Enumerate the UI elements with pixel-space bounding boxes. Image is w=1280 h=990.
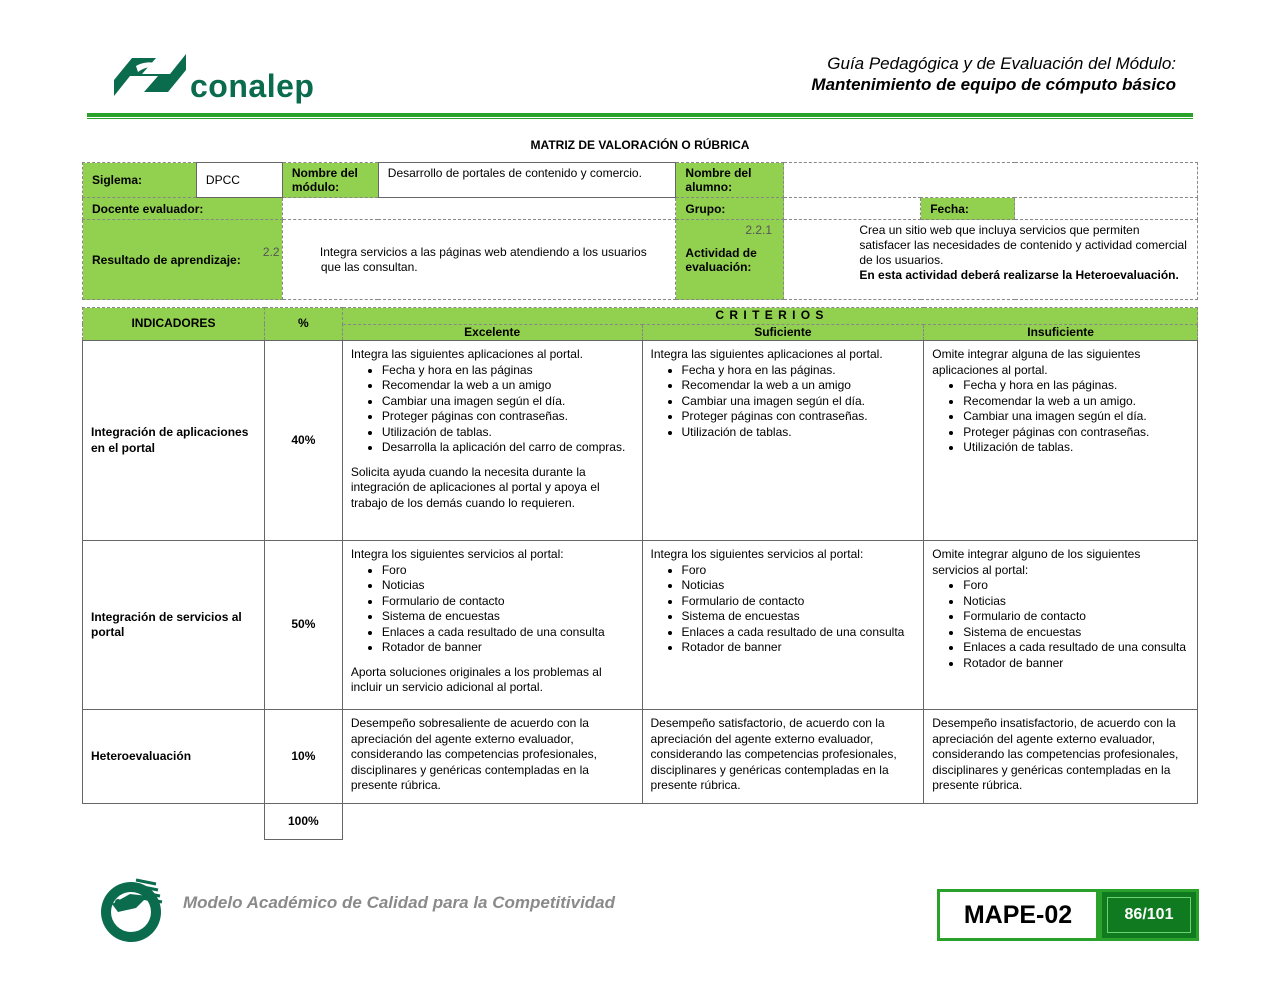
criterio-suficiente <box>642 341 924 541</box>
list-item: • Enlaces a cada resultado de una consulta <box>382 625 634 641</box>
list-item: • Rotador de banner <box>963 656 1189 672</box>
table-row <box>83 341 1198 541</box>
info-table <box>82 162 1198 300</box>
col-criterios: C R I T E R I O S <box>342 308 1197 325</box>
criterio-intro: Omite integrar alguno de los siguientes servicios al portal: <box>932 547 1141 577</box>
spacer <box>342 804 1197 840</box>
list-item: • Formulario de contacto <box>382 594 634 610</box>
list-item: • Recomendar la web a un amigo. <box>963 394 1189 410</box>
document-code: MAPE-02 <box>937 889 1099 941</box>
list-item: • Noticias <box>382 578 634 594</box>
criterio-intro: Integra los siguientes servicios al portal: <box>650 547 864 561</box>
criterio-insuficiente <box>924 541 1198 710</box>
list-item: • Cambiar una imagen según el día. <box>963 409 1189 425</box>
indicador-heteroevaluacion: Heteroevaluación <box>83 710 265 804</box>
modulo-label: Nombre del módulo: <box>282 163 378 198</box>
list-item: • Recomendar la web a un amigo <box>682 378 916 394</box>
total-row <box>83 804 1198 840</box>
col-indicadores: INDICADORES <box>83 308 265 341</box>
table-row <box>83 710 1198 804</box>
list-item: • Proteger páginas con contraseñas. <box>963 425 1189 441</box>
total-pct: 100% <box>264 804 342 840</box>
list-item: • Enlaces a cada resultado de una consulta <box>963 640 1189 656</box>
criterio-extra: Solicita ayuda cuando la necesita durante la integración de aplicaciones al portal y apoya el trabajo de los demás cuando lo requieren. <box>350 464 600 510</box>
list-item: • Cambiar una imagen según el día. <box>682 394 916 410</box>
list-item: • Foro <box>963 578 1189 594</box>
criterio-suficiente <box>642 541 924 710</box>
footer-tagline: Modelo Académico de Calidad para la Competitividad <box>183 893 616 912</box>
list-item: • Proteger páginas con contraseñas. <box>682 409 916 425</box>
list-item: • Formulario de contacto <box>963 609 1189 625</box>
criterio-intro: Integra los siguientes servicios al portal: <box>350 547 564 561</box>
list-item: • Utilización de tablas. <box>682 425 916 441</box>
rubric-table <box>82 307 1198 840</box>
list-item: • Enlaces a cada resultado de una consulta <box>682 625 916 641</box>
pct-servicios: 50% <box>264 541 342 710</box>
siglema-value: DPCC <box>196 163 282 198</box>
module-title: Mantenimiento de equipo de cómputo básico <box>811 75 1176 94</box>
col-pct: % <box>264 308 342 341</box>
resultado-cell <box>262 220 676 300</box>
criterio-list <box>351 563 634 656</box>
logo-wordmark: conalep <box>190 68 315 104</box>
col-suficiente: Suficiente <box>642 324 924 341</box>
pct-heteroevaluacion: 10% <box>264 710 342 804</box>
list-item: • Noticias <box>963 594 1189 610</box>
criterio-excelente <box>342 541 642 710</box>
list-item: • Utilización de tablas. <box>382 425 634 441</box>
criterio-list <box>932 578 1189 671</box>
criterio-list <box>651 363 916 441</box>
alumno-label: Nombre del alumno: <box>676 163 784 198</box>
list-item: • Fecha y hora en las páginas. <box>682 363 916 379</box>
list-item: • Foro <box>682 563 916 579</box>
list-item: • Sistema de encuestas <box>382 609 634 625</box>
list-item: • Desarrolla la aplicación del carro de compras. <box>382 440 634 456</box>
guide-title: Guía Pedagógica y de Evaluación del Módulo: <box>827 54 1176 73</box>
criterio-list <box>651 563 916 656</box>
grupo-value[interactable] <box>784 198 921 220</box>
grupo-label: Grupo: <box>676 198 784 220</box>
col-insuficiente: Insuficiente <box>924 324 1198 341</box>
list-item: • Utilización de tablas. <box>963 440 1189 456</box>
criterio-intro: Integra las siguientes aplicaciones al portal. <box>650 347 883 361</box>
table-row <box>83 541 1198 710</box>
list-item: • Proteger páginas con contraseñas. <box>382 409 634 425</box>
modelo-academico-logo <box>96 874 166 944</box>
alumno-value[interactable] <box>784 163 1198 198</box>
list-item: • Formulario de contacto <box>682 594 916 610</box>
actividad-cell <box>745 220 1198 300</box>
indicador-servicios: Integración de servicios al portal <box>83 541 265 710</box>
indicador-aplicaciones: Integración de aplicaciones en el portal <box>83 341 265 541</box>
list-item: • Rotador de banner <box>682 640 916 656</box>
col-excelente: Excelente <box>342 324 642 341</box>
criterio-suficiente: Desempeño satisfactorio, de acuerdo con la apreciación del agente externo evaluador, considerando las competencias profesionales, disciplinares y genéricas contempladas en la presente rúbrica. <box>642 710 924 804</box>
criterio-excelente <box>342 341 642 541</box>
spacer <box>83 804 265 840</box>
criterio-insuficiente <box>924 341 1198 541</box>
criterio-extra: Aporta soluciones originales a los problemas al incluir un servicio adicional al portal. <box>350 664 602 694</box>
actividad-num: 2.2.1 <box>745 223 773 237</box>
criterio-intro: Omite integrar alguna de las siguientes aplicaciones al portal. <box>932 347 1141 377</box>
modulo-value: Desarrollo de portales de contenido y comercio. <box>378 163 676 198</box>
resultado-num: 2.2 <box>262 244 280 259</box>
actividad-text: Crea un sitio web que incluya servicios que permiten satisfacer las necesidades de contenido y actividad comercial de los usuarios. <box>859 223 1187 267</box>
actividad-note: En esta actividad deberá realizarse la Heteroevaluación. <box>859 268 1179 282</box>
criterio-list <box>932 378 1189 456</box>
fecha-value[interactable] <box>1015 198 1198 220</box>
header-titles <box>811 53 1176 95</box>
page-number-box <box>1099 889 1199 941</box>
resultado-text: Integra servicios a las páginas web atendiendo a los usuarios que las consultan. <box>319 244 647 274</box>
docente-value[interactable] <box>282 198 676 220</box>
list-item: • Recomendar la web a un amigo <box>382 378 634 394</box>
list-item: • Rotador de banner <box>382 640 634 656</box>
list-item: • Sistema de encuestas <box>682 609 916 625</box>
list-item: • Foro <box>382 563 634 579</box>
page-number: 86/101 <box>1107 897 1191 933</box>
resultado-label: Resultado de aprendizaje: <box>83 220 283 300</box>
fecha-label: Fecha: <box>921 198 1015 220</box>
criterio-excelente: Desempeño sobresaliente de acuerdo con la apreciación del agente externo evaluador, considerando las competencias profesionales, disciplinares y genéricas contempladas en la presente rúbrica. <box>342 710 642 804</box>
list-item: • Sistema de encuestas <box>963 625 1189 641</box>
list-item: • Fecha y hora en las páginas. <box>963 378 1189 394</box>
criterio-list <box>351 363 634 456</box>
modelo-academico-icon <box>96 874 166 944</box>
criterio-intro: Integra las siguientes aplicaciones al portal. <box>350 347 583 361</box>
header-rule-thin <box>87 118 1193 119</box>
document-title: MATRIZ DE VALORACIÓN O RÚBRICA <box>530 138 750 152</box>
list-item: • Noticias <box>682 578 916 594</box>
siglema-label: Siglema: <box>83 163 197 198</box>
actividad-label: Actividad de evaluación: <box>676 220 784 300</box>
pct-aplicaciones: 40% <box>264 341 342 541</box>
criterio-insuficiente: Desempeño insatisfactorio, de acuerdo con la apreciación del agente externo evaluador, considerando las competencias profesionales, disciplinares y genéricas contempladas en la presente rúbrica. <box>924 710 1198 804</box>
list-item: • Cambiar una imagen según el día. <box>382 394 634 410</box>
conalep-emblem-icon <box>112 52 188 100</box>
header-rule <box>87 113 1193 117</box>
conalep-logo <box>112 48 315 108</box>
docente-label: Docente evaluador: <box>83 198 283 220</box>
list-item: • Fecha y hora en las páginas <box>382 363 634 379</box>
